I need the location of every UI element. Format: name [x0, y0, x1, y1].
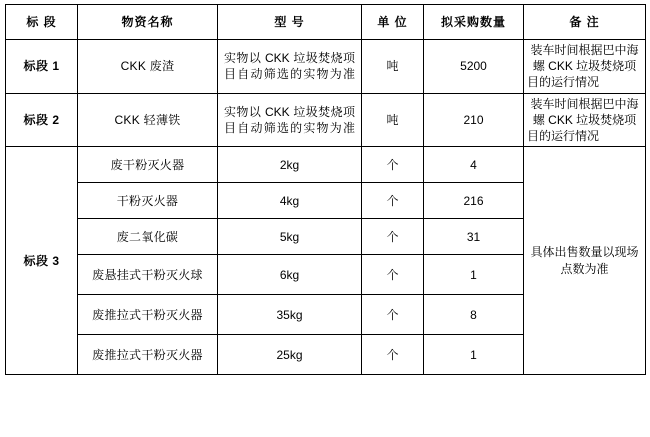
cell-material-name: 废二氧化碳 — [78, 219, 218, 255]
cell-model: 35kg — [218, 295, 362, 335]
cell-lot: 标段 1 — [6, 40, 78, 94]
cell-material-name: CKK 废渣 — [78, 40, 218, 94]
cell-lot: 标段 3 — [6, 147, 78, 375]
cell-quantity: 210 — [424, 93, 524, 147]
cell-unit: 个 — [362, 335, 424, 375]
column-header-unit: 单 位 — [362, 5, 424, 40]
cell-quantity: 4 — [424, 147, 524, 183]
column-header-quantity: 拟采购数量 — [424, 5, 524, 40]
cell-remark: 具体出售数量以现场点数为准 — [524, 147, 646, 375]
cell-lot: 标段 2 — [6, 93, 78, 147]
cell-model: 2kg — [218, 147, 362, 183]
table-row — [6, 40, 646, 94]
cell-model: 4kg — [218, 183, 362, 219]
column-header-remark: 备 注 — [524, 5, 646, 40]
table-row — [6, 93, 646, 147]
cell-quantity: 5200 — [424, 40, 524, 94]
cell-quantity: 8 — [424, 295, 524, 335]
cell-model: 6kg — [218, 255, 362, 295]
cell-quantity: 31 — [424, 219, 524, 255]
cell-material-name: 废推拉式干粉灭火器 — [78, 335, 218, 375]
cell-model: 25kg — [218, 335, 362, 375]
cell-material-name: CKK 轻薄铁 — [78, 93, 218, 147]
column-header-material-name: 物资名称 — [78, 5, 218, 40]
cell-model: 实物以 CKK 垃圾焚烧项目自动筛选的实物为准 — [218, 40, 362, 94]
cell-unit: 个 — [362, 147, 424, 183]
cell-material-name: 废干粉灭火器 — [78, 147, 218, 183]
table-body — [6, 40, 646, 375]
table-row — [6, 147, 646, 183]
column-header-model: 型 号 — [218, 5, 362, 40]
cell-unit: 个 — [362, 219, 424, 255]
procurement-table — [5, 4, 646, 375]
cell-material-name: 干粉灭火器 — [78, 183, 218, 219]
cell-model: 5kg — [218, 219, 362, 255]
cell-material-name: 废推拉式干粉灭火器 — [78, 295, 218, 335]
cell-material-name: 废悬挂式干粉灭火球 — [78, 255, 218, 295]
cell-quantity: 216 — [424, 183, 524, 219]
column-header-lot: 标 段 — [6, 5, 78, 40]
cell-unit: 个 — [362, 183, 424, 219]
cell-model: 实物以 CKK 垃圾焚烧项目自动筛选的实物为准 — [218, 93, 362, 147]
cell-quantity: 1 — [424, 335, 524, 375]
cell-unit: 个 — [362, 295, 424, 335]
table-header-row — [6, 5, 646, 40]
cell-remark: 装车时间根据巴中海螺 CKK 垃圾焚烧项目的运行情况 — [524, 40, 646, 94]
table-header — [6, 5, 646, 40]
cell-unit: 个 — [362, 255, 424, 295]
cell-quantity: 1 — [424, 255, 524, 295]
cell-unit: 吨 — [362, 40, 424, 94]
cell-unit: 吨 — [362, 93, 424, 147]
cell-remark: 装车时间根据巴中海螺 CKK 垃圾焚烧项目的运行情况 — [524, 93, 646, 147]
